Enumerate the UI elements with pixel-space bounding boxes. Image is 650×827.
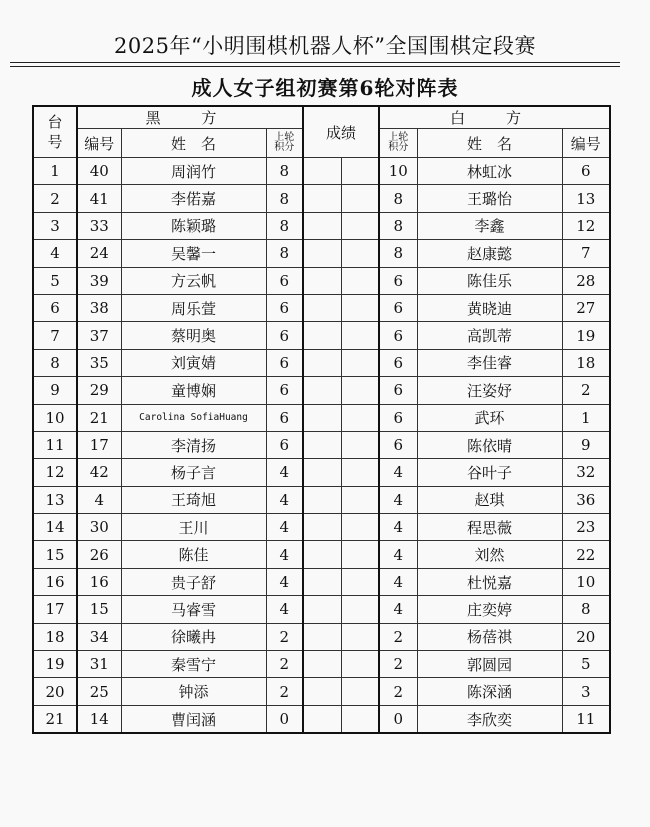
header-row-top [33,106,610,129]
white-points-cell: 2 [379,623,417,650]
white-result-cell [341,568,379,595]
table-no-label: 台 号 [47,113,63,151]
black-name-cell: 秦雪宁 [121,651,266,678]
white-name-cell: 郭圆园 [417,651,562,678]
white-result-cell [341,486,379,513]
black-name-cell: 徐曦冉 [121,623,266,650]
black-side-header [77,106,303,129]
black-result-cell [303,568,341,595]
black-number-header: 编号 [77,129,121,158]
white-result-cell [341,212,379,239]
white-number-cell: 18 [562,349,610,376]
white-result-cell [341,431,379,458]
black-name-cell: 李清扬 [121,431,266,458]
white-points-cell: 8 [379,240,417,267]
black-name-cell: 贵子舒 [121,568,266,595]
white-number-cell: 8 [562,596,610,623]
white-result-cell [341,267,379,294]
table-no-cell: 8 [33,349,77,376]
black-name-cell: 王琦旭 [121,486,266,513]
black-result-cell [303,678,341,705]
black-number-cell: 14 [77,705,121,733]
black-result-cell [303,705,341,733]
table-row [33,431,610,458]
black-name-cell: 曹闰涵 [121,705,266,733]
black-number-cell: 31 [77,651,121,678]
table-row [33,212,610,239]
white-result-cell [341,349,379,376]
white-result-cell [341,651,379,678]
black-number-cell: 24 [77,240,121,267]
white-name-cell: 王璐怡 [417,185,562,212]
title-divider-thin [10,66,620,67]
white-points-cell: 4 [379,568,417,595]
black-number-cell: 30 [77,514,121,541]
white-points-cell: 2 [379,651,417,678]
white-name-cell: 刘然 [417,541,562,568]
white-points-cell: 6 [379,404,417,431]
white-number-cell: 32 [562,459,610,486]
black-name-cell: 吴馨一 [121,240,266,267]
black-number-cell: 41 [77,185,121,212]
black-side-label: 黑 方 [145,109,235,127]
black-number-cell: 35 [77,349,121,376]
white-name-cell: 李鑫 [417,212,562,239]
white-name-cell: 林虹冰 [417,158,562,185]
black-points-cell: 6 [266,294,303,321]
black-points-cell: 6 [266,322,303,349]
pairings-body [33,158,610,734]
table-no-cell: 7 [33,322,77,349]
table-no-cell: 20 [33,678,77,705]
black-number-cell: 15 [77,596,121,623]
black-result-cell [303,431,341,458]
black-number-cell: 37 [77,322,121,349]
table-row [33,705,610,733]
black-points-cell: 8 [266,185,303,212]
white-name-cell: 陈依晴 [417,431,562,458]
pairings-table [32,105,611,734]
white-name-cell: 庄奕婷 [417,596,562,623]
black-number-cell: 16 [77,568,121,595]
table-no-cell: 6 [33,294,77,321]
white-points-cell: 4 [379,514,417,541]
white-result-cell [341,322,379,349]
white-points-cell: 8 [379,212,417,239]
black-name-cell: 方云帆 [121,267,266,294]
white-number-cell: 9 [562,431,610,458]
black-points-cell: 4 [266,596,303,623]
white-number-cell: 22 [562,541,610,568]
table-row [33,568,610,595]
table-row [33,596,610,623]
table-no-cell: 18 [33,623,77,650]
white-number-cell: 27 [562,294,610,321]
white-number-cell: 7 [562,240,610,267]
white-number-cell: 3 [562,678,610,705]
black-name-cell: 刘寅婧 [121,349,266,376]
black-points-header [266,129,303,158]
table-no-cell: 11 [33,431,77,458]
black-points-cell: 4 [266,514,303,541]
white-name-cell: 高凯蒂 [417,322,562,349]
white-number-cell: 12 [562,212,610,239]
table-no-cell: 1 [33,158,77,185]
black-name-cell: 蔡明奥 [121,322,266,349]
white-name-cell: 杜悦嘉 [417,568,562,595]
white-points-cell: 8 [379,185,417,212]
black-name-header: 姓 名 [121,129,266,158]
white-name-cell: 陈佳乐 [417,267,562,294]
white-points-cell: 10 [379,158,417,185]
black-result-cell [303,240,341,267]
black-points-cell: 4 [266,541,303,568]
white-points-cell: 6 [379,294,417,321]
table-no-cell: 17 [33,596,77,623]
black-result-cell [303,514,341,541]
black-result-cell [303,322,341,349]
black-result-cell [303,459,341,486]
black-result-cell [303,541,341,568]
black-points-cell: 8 [266,212,303,239]
round-subtitle: 成人女子组初赛第6轮对阵表 [191,76,459,100]
white-number-cell: 20 [562,623,610,650]
points-label-line2: 积分 [274,142,295,153]
black-number-cell: 39 [77,267,121,294]
white-result-cell [341,623,379,650]
black-name-cell: 周乐萱 [121,294,266,321]
white-result-cell [341,459,379,486]
points-label-line2: 积分 [388,142,409,153]
white-result-cell [341,240,379,267]
table-row [33,486,610,513]
black-name-cell: 王川 [121,514,266,541]
white-name-cell: 杨蓓祺 [417,623,562,650]
white-result-cell [341,705,379,733]
table-row [33,459,610,486]
white-points-cell: 6 [379,322,417,349]
table-row [33,185,610,212]
title-divider [10,62,620,63]
points-label-line1: 上轮 [388,132,409,143]
white-name-cell: 陈深涵 [417,678,562,705]
black-number-cell: 40 [77,158,121,185]
black-name-cell: 杨子言 [121,459,266,486]
black-result-cell [303,267,341,294]
white-points-cell: 4 [379,541,417,568]
black-result-cell [303,623,341,650]
black-result-cell [303,349,341,376]
black-points-cell: 6 [266,431,303,458]
table-row [33,404,610,431]
white-points-cell: 4 [379,459,417,486]
white-side-header [379,106,610,129]
table-row [33,240,610,267]
white-result-cell [341,596,379,623]
black-points-cell: 2 [266,678,303,705]
black-result-cell [303,212,341,239]
black-points-cell: 4 [266,486,303,513]
table-row [33,514,610,541]
black-result-cell [303,158,341,185]
points-label-line1: 上轮 [274,132,295,143]
table-no-cell: 15 [33,541,77,568]
black-points-cell: 0 [266,705,303,733]
table-row [33,623,610,650]
table-no-cell: 16 [33,568,77,595]
table-no-cell: 14 [33,514,77,541]
black-name-cell: Carolina SofiaHuang [121,404,266,431]
black-result-cell [303,185,341,212]
table-row [33,349,610,376]
table-no-cell: 19 [33,651,77,678]
black-number-cell: 21 [77,404,121,431]
table-no-cell: 10 [33,404,77,431]
white-side-label: 白 方 [450,109,539,127]
white-result-cell [341,185,379,212]
black-result-cell [303,486,341,513]
black-number-cell: 42 [77,459,121,486]
table-no-cell: 2 [33,185,77,212]
black-result-cell [303,404,341,431]
table-no-cell: 21 [33,705,77,733]
white-number-header: 编号 [562,129,610,158]
white-name-header: 姓 名 [417,129,562,158]
white-number-cell: 11 [562,705,610,733]
white-result-cell [341,158,379,185]
table-row [33,541,610,568]
table-row [33,651,610,678]
black-points-cell: 6 [266,349,303,376]
table-row [33,294,610,321]
black-number-cell: 26 [77,541,121,568]
black-points-cell: 6 [266,267,303,294]
black-points-cell: 4 [266,568,303,595]
table-no-cell: 3 [33,212,77,239]
white-name-cell: 李佳睿 [417,349,562,376]
black-points-cell: 2 [266,623,303,650]
white-number-cell: 13 [562,185,610,212]
table-no-cell: 12 [33,459,77,486]
black-number-cell: 33 [77,212,121,239]
white-points-cell: 4 [379,596,417,623]
white-name-cell: 程思薇 [417,514,562,541]
black-result-cell [303,651,341,678]
black-points-cell: 4 [266,459,303,486]
black-number-cell: 34 [77,623,121,650]
black-name-cell: 周润竹 [121,158,266,185]
white-points-cell: 0 [379,705,417,733]
white-number-cell: 5 [562,651,610,678]
white-name-cell: 赵琪 [417,486,562,513]
white-result-cell [341,294,379,321]
white-result-cell [341,541,379,568]
white-result-cell [341,404,379,431]
white-name-cell: 李欣奕 [417,705,562,733]
black-points-cell: 6 [266,404,303,431]
black-result-cell [303,596,341,623]
white-result-cell [341,377,379,404]
black-points-cell: 8 [266,158,303,185]
white-points-cell: 6 [379,267,417,294]
white-result-cell [341,678,379,705]
table-row [33,377,610,404]
black-points-cell: 8 [266,240,303,267]
black-result-cell [303,377,341,404]
white-number-cell: 6 [562,158,610,185]
table-no-cell: 5 [33,267,77,294]
table-no-cell: 13 [33,486,77,513]
white-number-cell: 36 [562,486,610,513]
white-points-cell: 4 [379,486,417,513]
result-header: 成绩 [303,106,379,158]
black-name-cell: 马睿雪 [121,596,266,623]
table-row [33,322,610,349]
white-points-cell: 6 [379,431,417,458]
black-number-cell: 17 [77,431,121,458]
table-no-cell: 9 [33,377,77,404]
white-result-cell [341,514,379,541]
black-name-cell: 钟添 [121,678,266,705]
black-number-cell: 29 [77,377,121,404]
white-number-cell: 10 [562,568,610,595]
white-points-header [379,129,417,158]
table-no-header [33,106,77,158]
white-name-cell: 谷叶子 [417,459,562,486]
white-number-cell: 1 [562,404,610,431]
table-row [33,678,610,705]
black-name-cell: 陈佳 [121,541,266,568]
white-points-cell: 6 [379,377,417,404]
table-no-cell: 4 [33,240,77,267]
black-number-cell: 38 [77,294,121,321]
black-number-cell: 4 [77,486,121,513]
white-name-cell: 汪姿妤 [417,377,562,404]
white-number-cell: 19 [562,322,610,349]
black-points-cell: 6 [266,377,303,404]
black-name-cell: 童博娴 [121,377,266,404]
black-number-cell: 25 [77,678,121,705]
table-row [33,267,610,294]
white-number-cell: 2 [562,377,610,404]
white-name-cell: 赵康懿 [417,240,562,267]
document-title: 2025年“小明围棋机器人杯”全国围棋定段赛 [114,34,536,58]
white-name-cell: 黄晓迪 [417,294,562,321]
white-name-cell: 武环 [417,404,562,431]
table-row [33,158,610,185]
black-name-cell: 李偌嘉 [121,185,266,212]
black-name-cell: 陈颖璐 [121,212,266,239]
white-number-cell: 23 [562,514,610,541]
white-number-cell: 28 [562,267,610,294]
white-points-cell: 6 [379,349,417,376]
black-result-cell [303,294,341,321]
black-points-cell: 2 [266,651,303,678]
white-points-cell: 2 [379,678,417,705]
